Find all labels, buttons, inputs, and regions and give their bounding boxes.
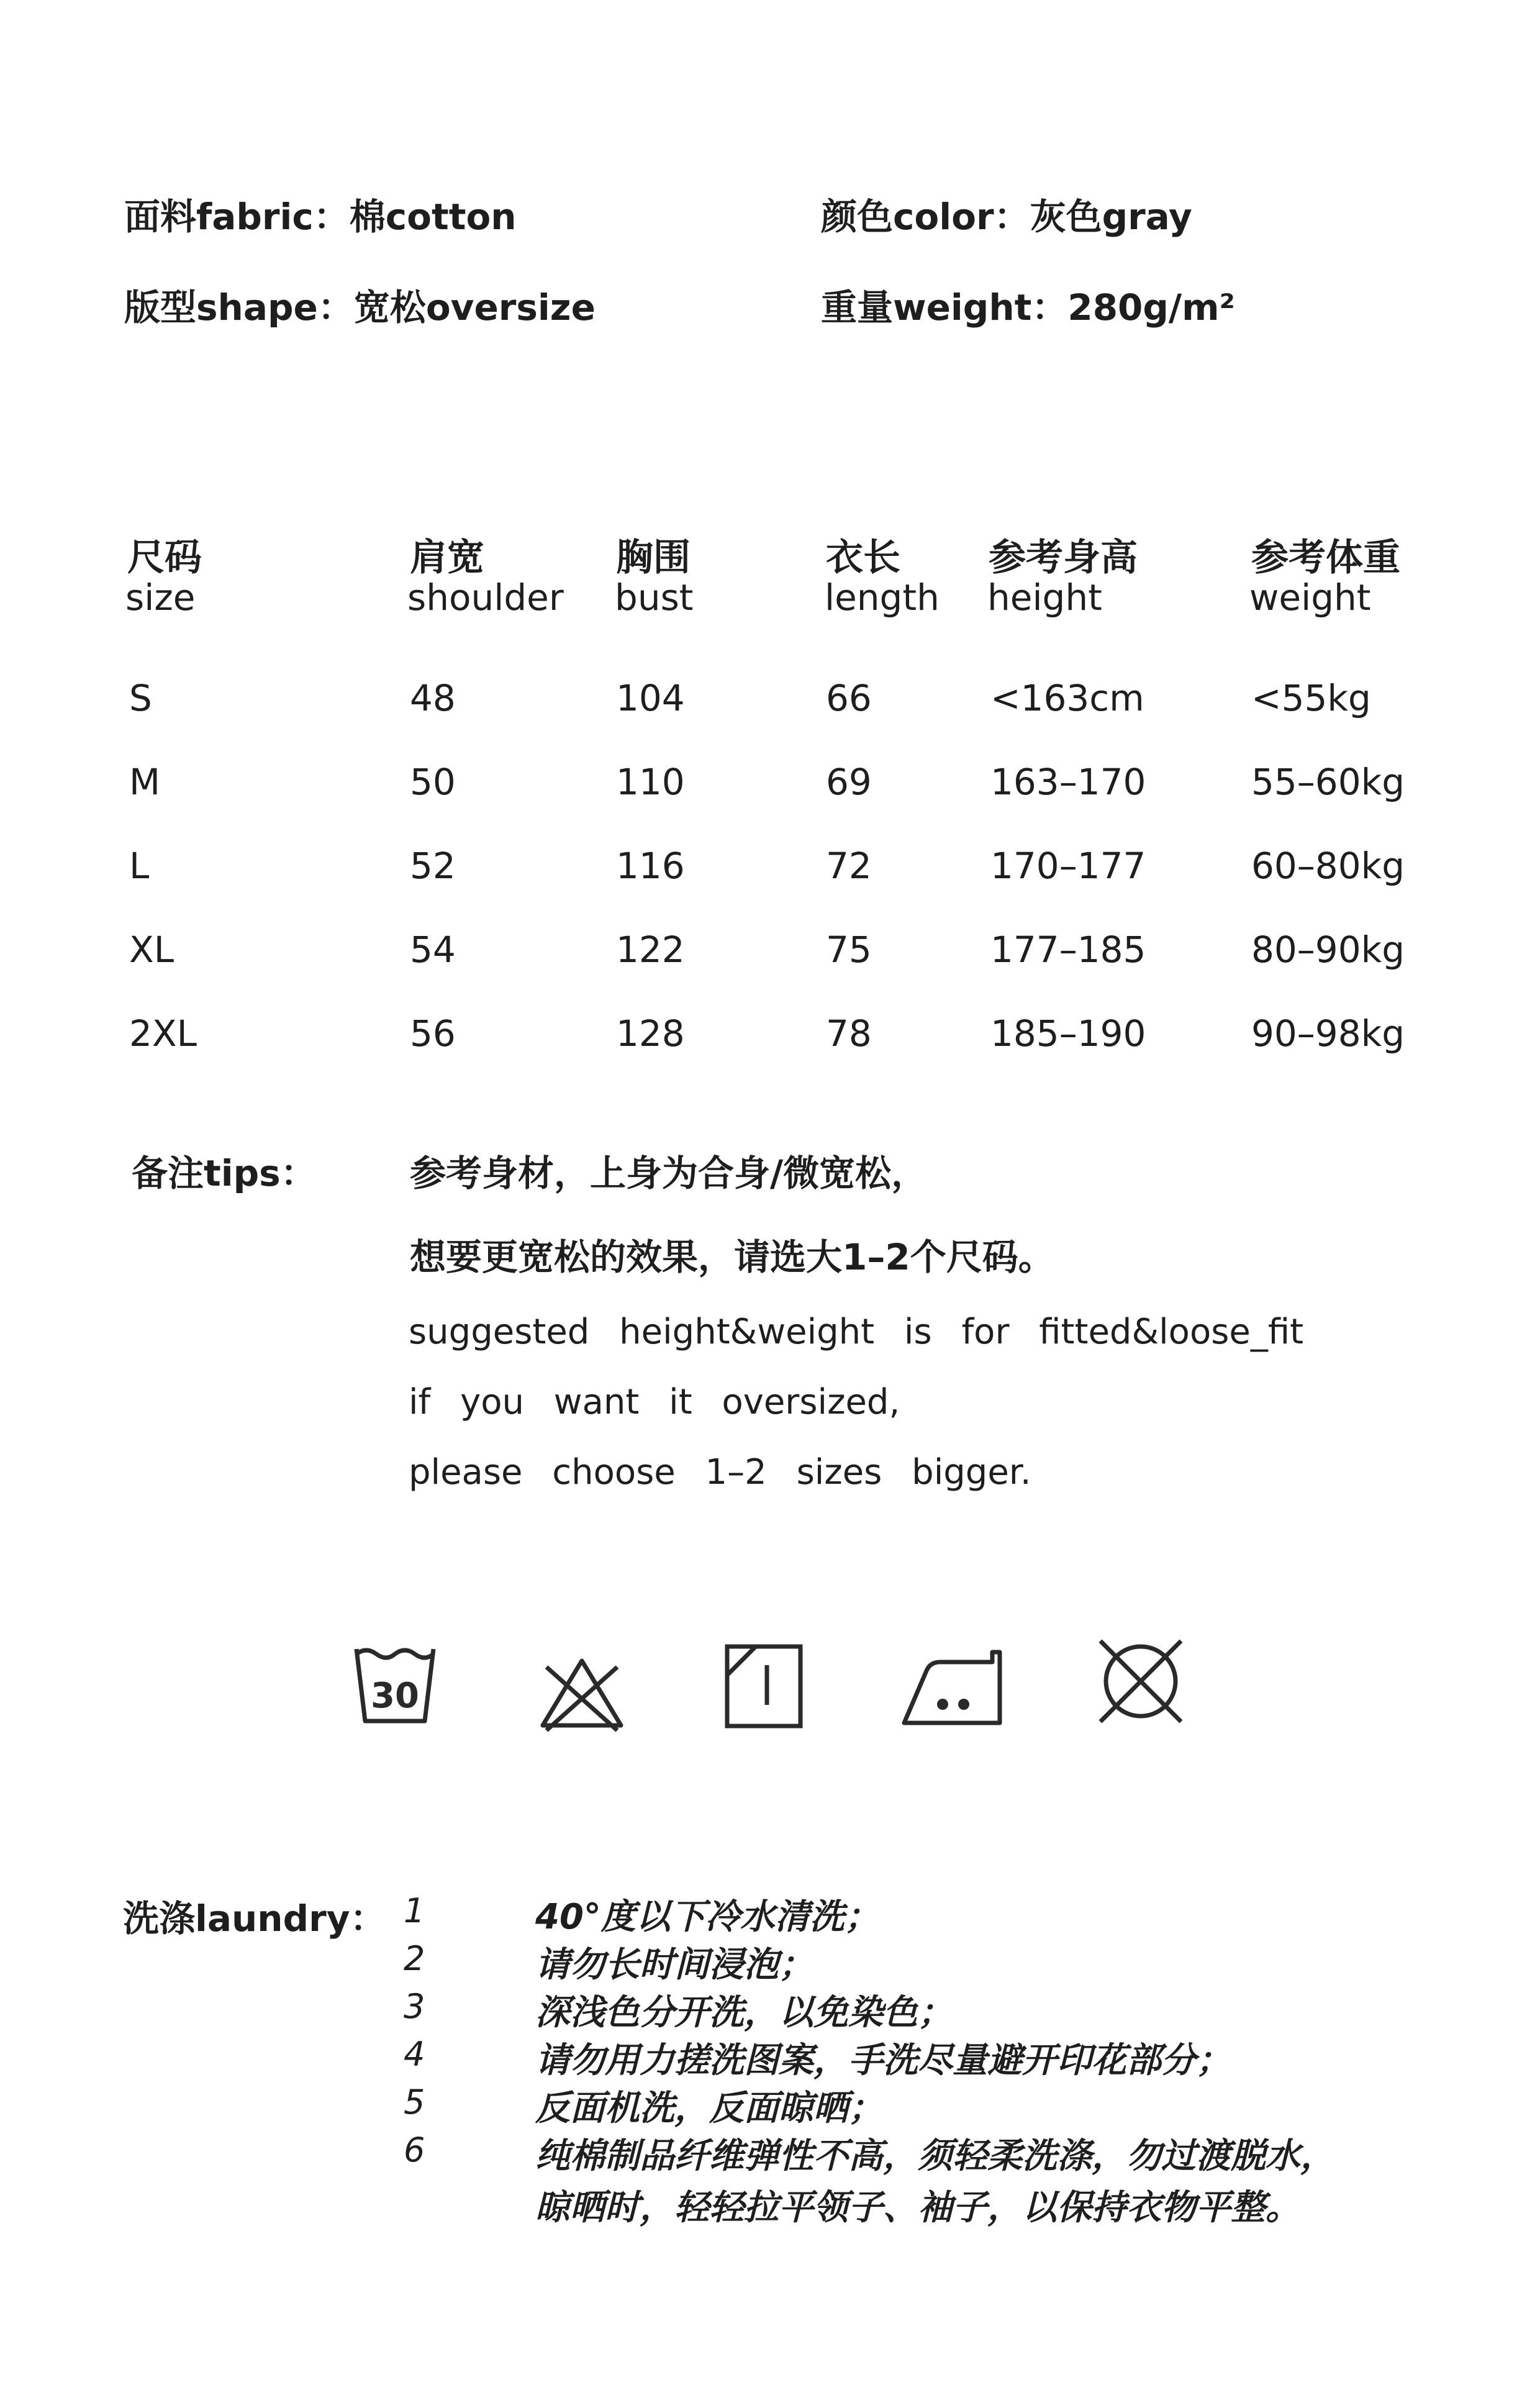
- spec-color: [821, 188, 1192, 240]
- wash-temp-label: 30: [371, 1676, 419, 1716]
- cell-length: 66: [826, 677, 872, 719]
- cell-size: 2XL: [129, 1012, 197, 1055]
- header-weight-cn: 参考体重: [1251, 536, 1400, 579]
- laundry-item-text: 反面机洗，反面晾晒；: [535, 2088, 883, 2128]
- spec-weight-label: 重量weight：: [821, 286, 1068, 329]
- laundry-item-text: 请勿长时间浸泡；: [535, 1945, 813, 1985]
- cell-shoulder: 50: [410, 761, 456, 803]
- laundry-item-text: 深浅色分开洗，以免染色；: [535, 1992, 953, 2033]
- cell-height: 177–185: [990, 929, 1146, 971]
- cell-weight: 60–80kg: [1251, 845, 1405, 887]
- laundry-item-text: 请勿用力搓洗图案，手洗尽量避开印花部分；: [535, 2040, 1231, 2081]
- laundry-item-text: 晾晒时，轻轻拉平领子、袖子，以保持衣物平整。: [535, 2187, 1300, 2228]
- laundry-item-number: 2: [404, 1939, 425, 1978]
- cell-bust: 116: [616, 845, 685, 887]
- laundry-item-number: 6: [404, 2130, 425, 2169]
- header-height-cn: 参考身高: [989, 536, 1138, 579]
- spec-weight: [821, 278, 1235, 330]
- spec-fabric-value: 棉cotton: [349, 196, 517, 238]
- header-shoulder-en: shoulder: [407, 576, 564, 619]
- cell-shoulder: 56: [410, 1012, 456, 1055]
- laundry-item-number: 5: [404, 2083, 425, 2122]
- tips-line-en: please choose 1–2 sizes bigger.: [409, 1452, 1031, 1492]
- header-size-en: size: [125, 576, 196, 619]
- header-length-en: length: [825, 576, 940, 619]
- cell-height: 170–177: [990, 845, 1146, 887]
- cell-bust: 128: [616, 1012, 685, 1055]
- iron-medium-icon: [899, 1647, 1005, 1728]
- spec-weight-value: 280g/m²: [1067, 286, 1235, 329]
- tips-line-cn: 想要更宽松的效果，请选大1–2个尺码。: [410, 1236, 1054, 1278]
- tips-line-en: if you want it oversized,: [409, 1382, 900, 1422]
- cell-size: S: [129, 677, 152, 719]
- laundry-item-text: 纯棉制品纤维弹性不高，须轻柔洗涤，勿过渡脱水，: [535, 2136, 1335, 2176]
- laundry-item-number: 3: [404, 1987, 425, 2026]
- cell-weight: <55kg: [1251, 677, 1371, 719]
- cell-length: 75: [826, 929, 872, 971]
- cell-height: 163–170: [990, 761, 1146, 803]
- laundry-item-number: 1: [404, 1891, 425, 1930]
- cell-size: L: [129, 845, 150, 887]
- cell-height: <163cm: [990, 677, 1144, 719]
- cell-size: M: [129, 761, 161, 803]
- cell-shoulder: 54: [410, 929, 456, 971]
- cell-bust: 122: [616, 929, 685, 971]
- spec-fabric: [124, 188, 517, 240]
- cell-length: 72: [826, 845, 872, 887]
- spec-shape-label: 版型shape：: [124, 286, 354, 329]
- spec-shape-value: 宽松oversize: [353, 286, 596, 329]
- cell-shoulder: 48: [410, 677, 456, 719]
- spec-fabric-label: 面料fabric：: [124, 196, 350, 238]
- line-dry-icon: [723, 1643, 804, 1730]
- cell-bust: 104: [616, 677, 685, 719]
- cell-shoulder: 52: [410, 845, 456, 887]
- no-bleach-icon: [535, 1652, 628, 1733]
- header-size-cn: 尺码: [127, 536, 202, 579]
- cell-weight: 80–90kg: [1251, 929, 1405, 971]
- spec-color-label: 颜色color：: [821, 196, 1030, 238]
- tips-line-cn: 参考身材，上身为合身/微宽松，: [410, 1152, 928, 1194]
- tips-line-en: suggested height&weight is for fitted&loose_fit: [409, 1312, 1304, 1352]
- spec-color-value: 灰色gray: [1030, 196, 1192, 238]
- cell-size: XL: [129, 929, 174, 971]
- header-bust-en: bust: [615, 576, 694, 619]
- cell-weight: 90–98kg: [1251, 1012, 1405, 1055]
- no-tumble-dry-icon: [1094, 1635, 1187, 1728]
- cell-height: 185–190: [990, 1012, 1146, 1055]
- header-length-cn: 衣长: [826, 536, 900, 579]
- laundry-item-text: 40°度以下冷水清洗；: [535, 1897, 879, 1937]
- spec-shape: [124, 278, 596, 330]
- header-height-en: height: [987, 576, 1102, 619]
- header-shoulder-cn: 肩宽: [410, 536, 484, 579]
- cell-length: 69: [826, 761, 872, 803]
- laundry-label: 洗涤laundry：: [123, 1897, 386, 1940]
- cell-bust: 110: [616, 761, 685, 803]
- header-bust-cn: 胸围: [616, 536, 691, 579]
- tips-label: 备注tips：: [132, 1152, 317, 1194]
- cell-length: 78: [826, 1012, 872, 1055]
- laundry-item-number: 4: [404, 2035, 425, 2074]
- header-weight-en: weight: [1249, 576, 1371, 619]
- cell-weight: 55–60kg: [1251, 761, 1405, 803]
- wash-30-icon: [351, 1643, 438, 1727]
